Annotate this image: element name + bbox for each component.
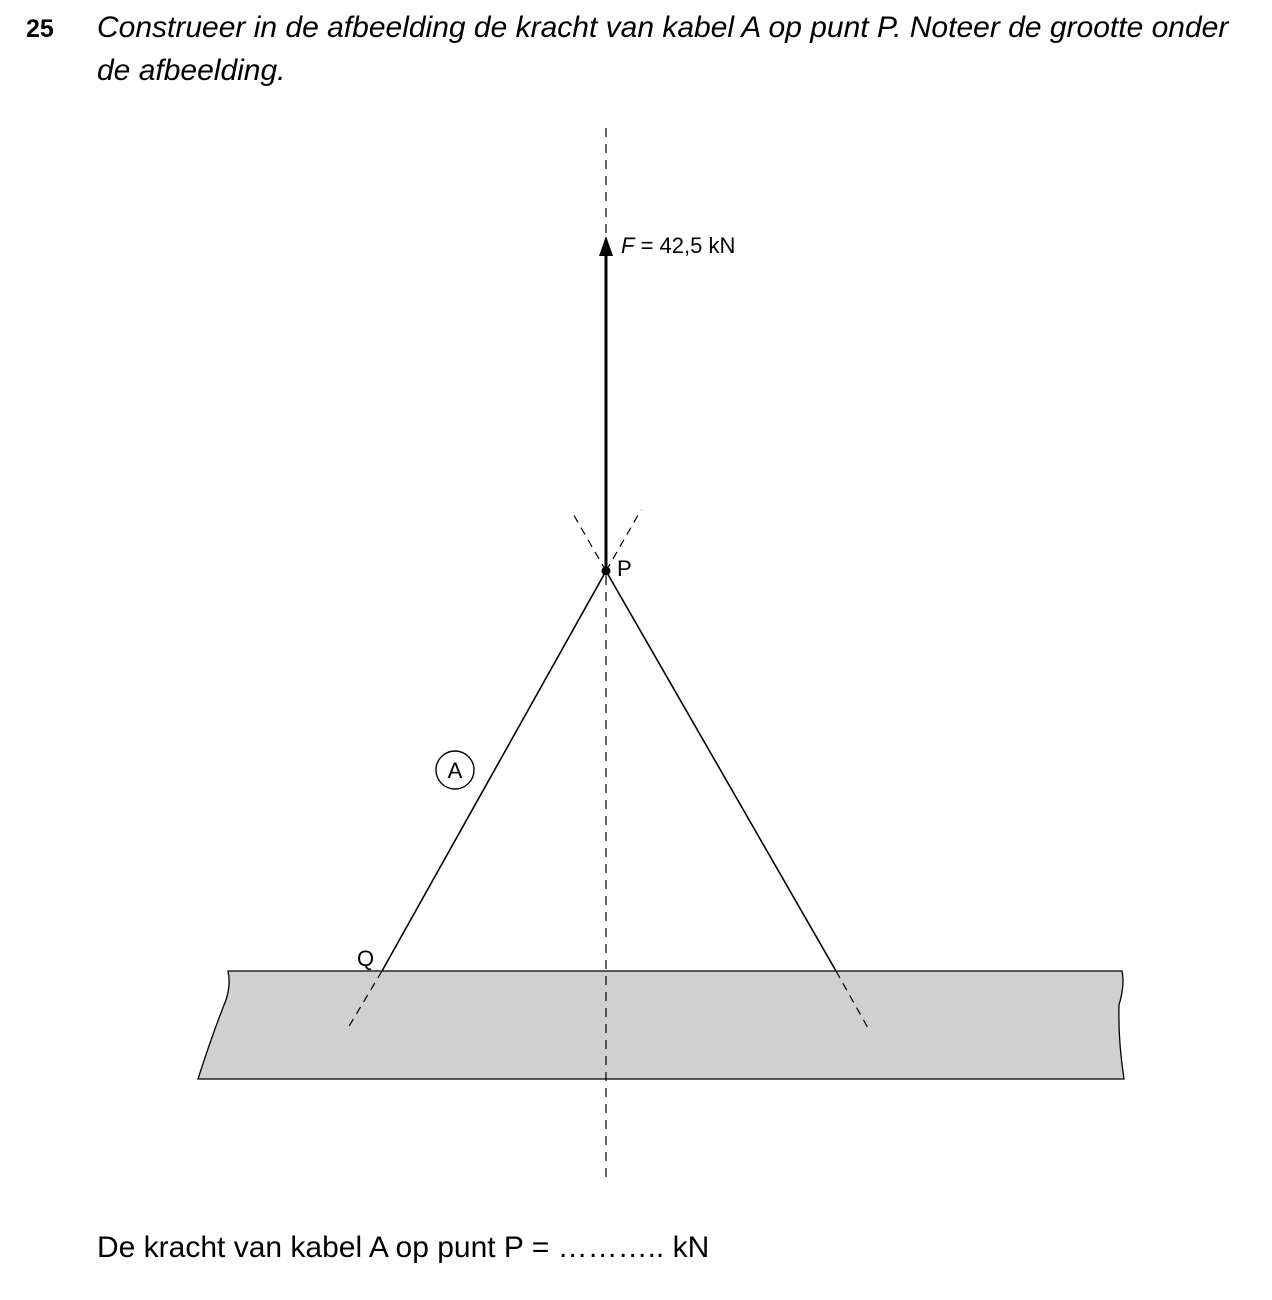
cable-a-label: A [447, 758, 463, 783]
question-text: Construeer in de afbeelding de kracht van kabel A op punt P. Noteer de grootte onder de afbeelding. [97, 11, 1229, 87]
force-arrow-head [599, 236, 613, 256]
answer-line [97, 1228, 709, 1268]
answer-unit: kN [664, 1231, 710, 1264]
point-p-label: P [617, 556, 632, 581]
cable-a [382, 571, 606, 971]
ground-block [198, 971, 1124, 1079]
cable-right [606, 571, 836, 971]
point-p-dot [602, 567, 611, 576]
point-q-label: Q [357, 946, 375, 971]
force-label: F = 42,5 kN [621, 233, 736, 258]
cable-right-extension-top [572, 512, 606, 571]
answer-blank[interactable]: ……….. [557, 1231, 665, 1264]
question-number: 25 [26, 15, 54, 43]
answer-prefix: De kracht van kabel A op punt P = [97, 1231, 558, 1264]
